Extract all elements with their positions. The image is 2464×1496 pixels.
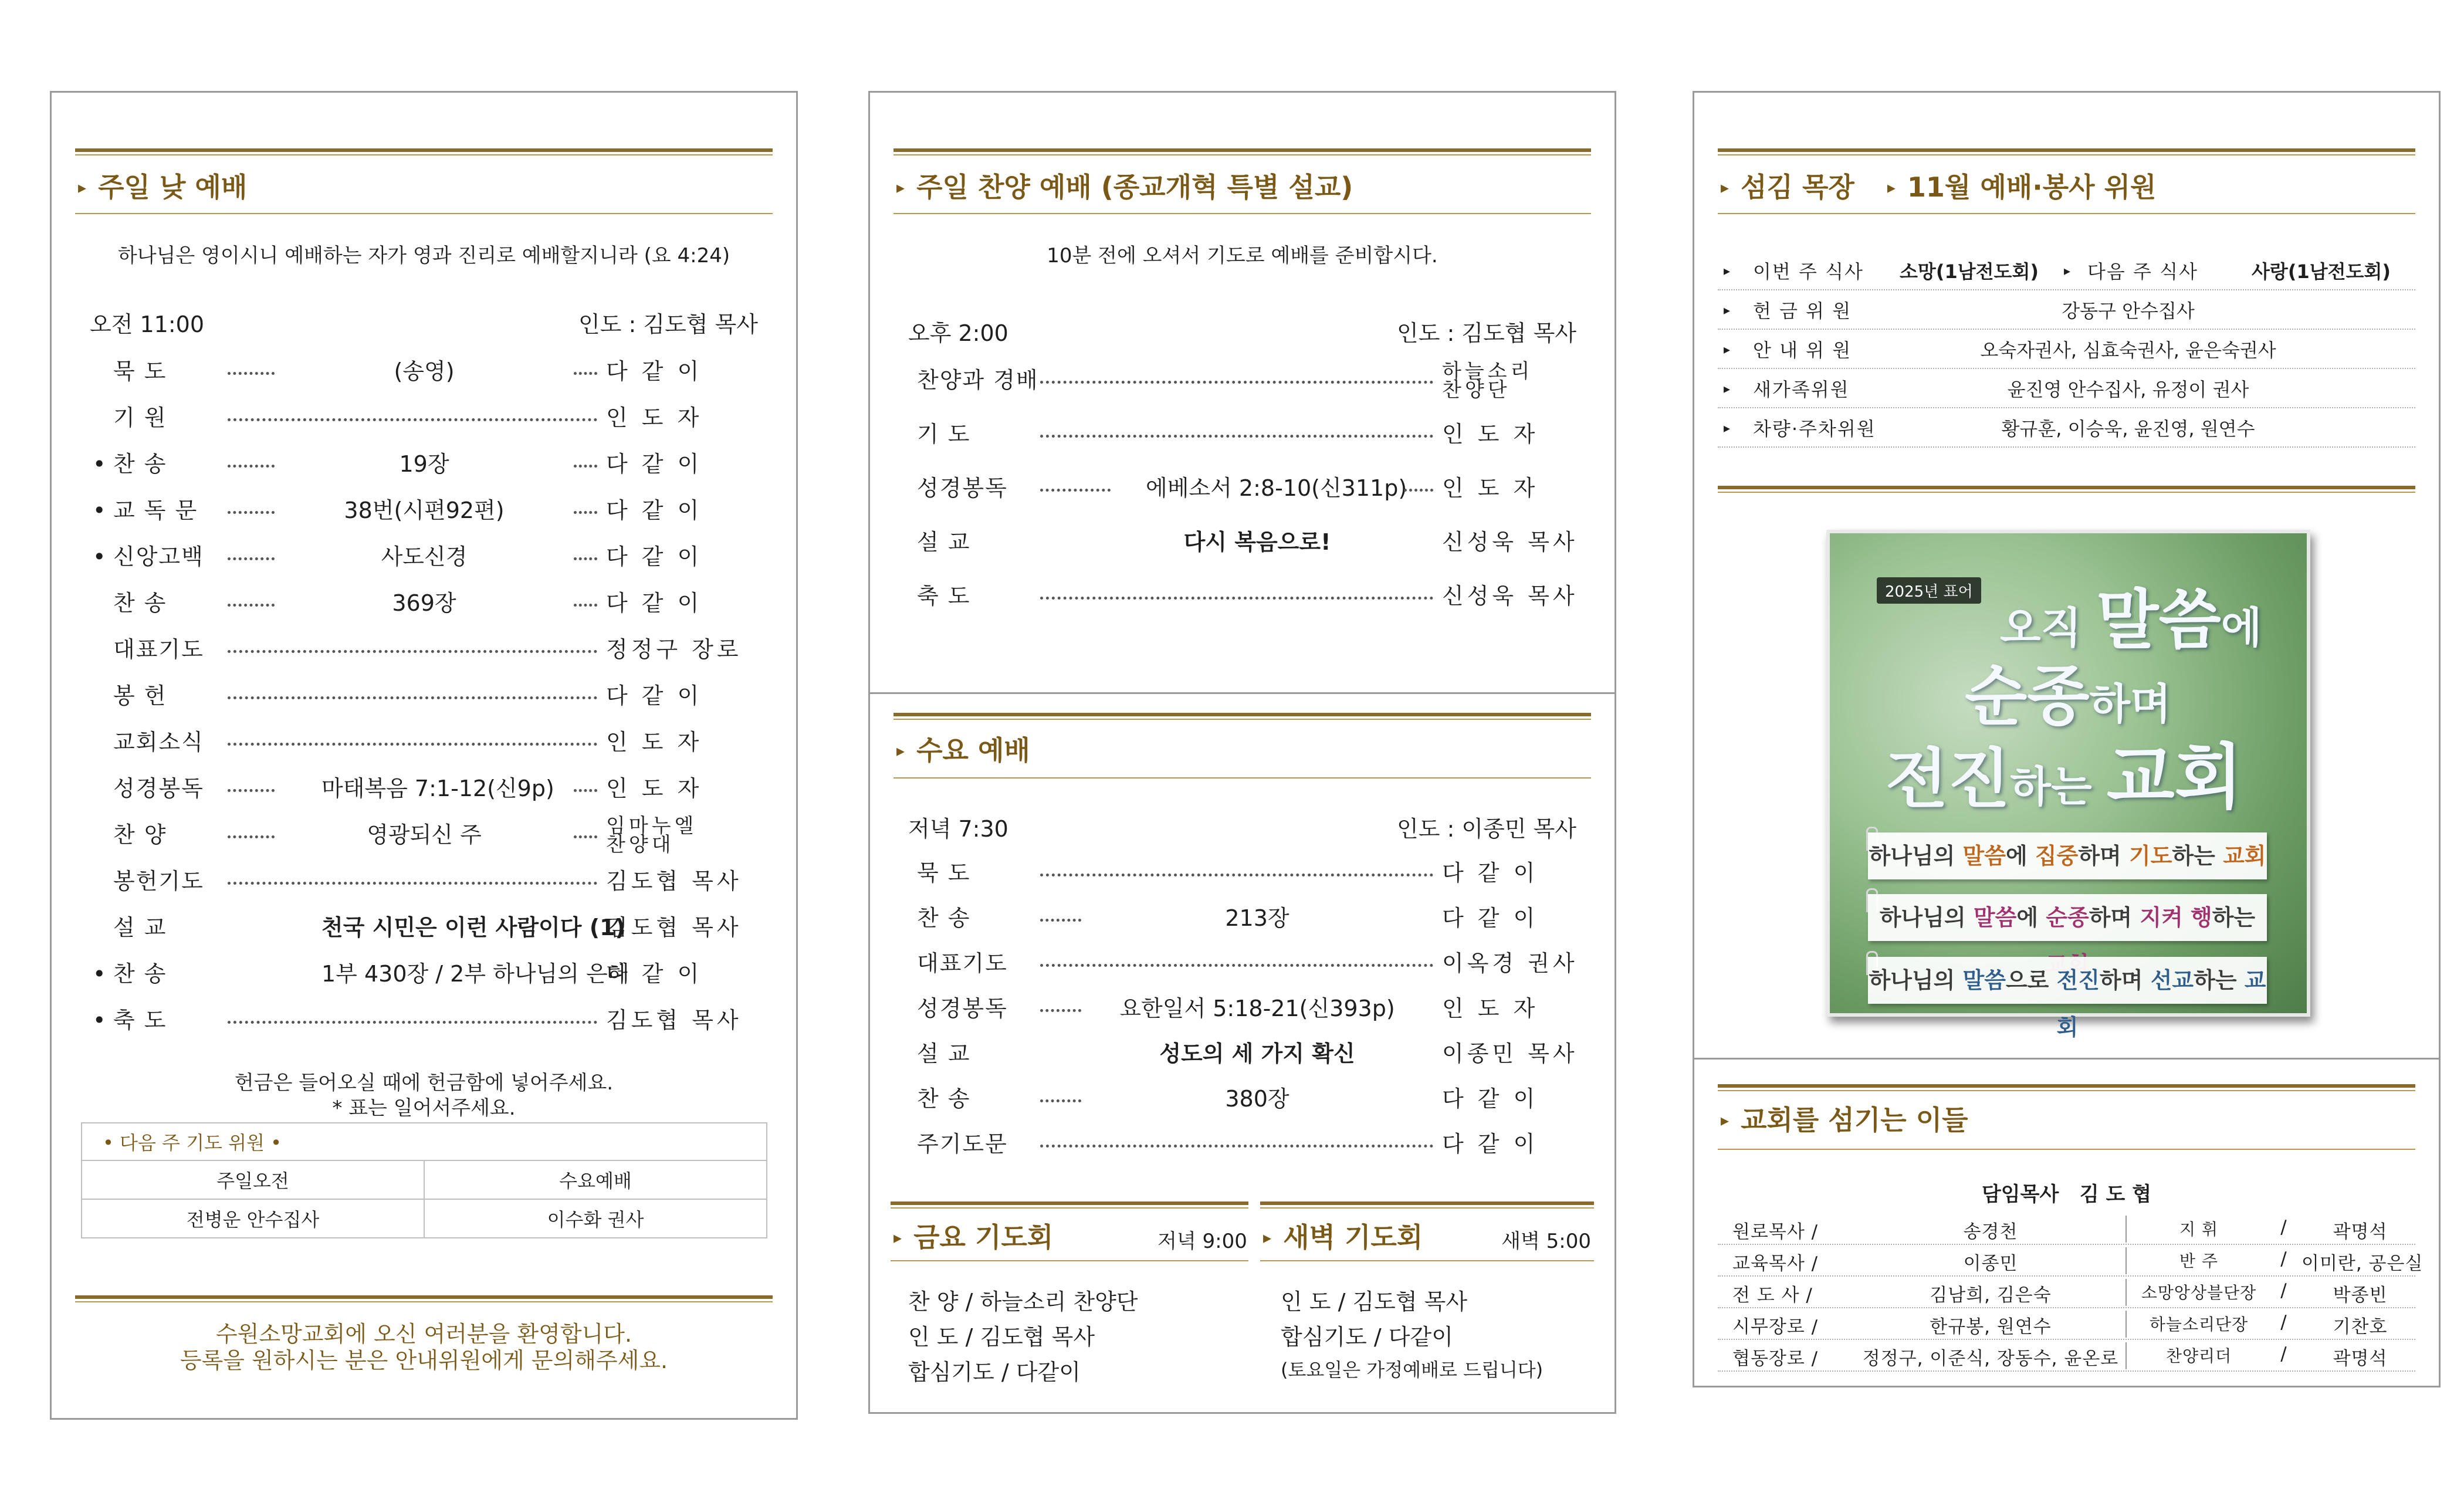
leader-dots [228,418,597,421]
order-label: 찬양과 경배 [917,367,1039,393]
banner-word: 교회 [2223,843,2266,869]
dawn-line-2: 합심기도 / 다같이 [1281,1324,1453,1350]
friday-time: 저녁 9:00 [1157,1230,1247,1253]
banner-word: 기도 [2129,843,2172,869]
order-row [870,414,1615,455]
staff-cell: 정정구, 이준식, 장동수, 윤온로 [1862,1348,2119,1369]
leader-dots [228,743,597,746]
duty-label: 헌 금 위 원 [1753,300,1852,322]
order-who: 인 도 자 [1442,996,1539,1021]
order-detail: 영광되신 주 [367,822,482,848]
staff-cell: 원로목사 / [1732,1221,1819,1243]
stand-marker: • [93,497,106,523]
duty-row [1718,333,2415,369]
welcome-rule [75,1295,773,1302]
duty-label: 새가족위원 [1753,378,1850,401]
duty-label: 안 내 위 원 [1753,339,1852,361]
order-row [870,1123,1615,1165]
order-row [52,629,796,670]
leader-dots [228,372,275,375]
time-row [870,313,1615,354]
section-rule [891,1201,1248,1209]
service-time: 오전 11:00 [90,312,205,337]
leader-dots [228,1021,597,1024]
order-row [870,468,1615,509]
order-who: 다 같 이 [1442,1131,1539,1157]
senior-pastor: 담임목사 김 도 협 [1981,1183,2152,1206]
order-row [870,522,1615,563]
section-underline [1718,213,2415,214]
staff-cell: 곽명석 [2333,1221,2388,1243]
order-who: 정정구 장로 [606,637,742,662]
order-detail: 성도의 세 가지 확신 [1159,1041,1355,1067]
order-label: 찬 송 [917,1086,971,1112]
banner-word: 하며 [2089,905,2140,930]
duty-value: 소망(1남전도회) [1900,260,2039,283]
order-row [870,898,1615,939]
staff-cell: / [2280,1280,2287,1301]
order-label: 묵 도 [113,358,167,384]
order-who: 다 같 이 [1442,905,1539,931]
order-who: 신성욱 목사 [1442,529,1578,555]
prayer-committee-table [81,1122,767,1238]
leader-dots [228,696,597,699]
duty-label-next: 다음 주 식사 [2087,260,2198,283]
banner-word: 교회 [2056,967,2266,1040]
leader-dots [228,557,275,560]
banner-word: 에 [2005,843,2035,869]
poster-line-1: 오직 말씀에 [2000,583,2262,658]
order-row [52,397,796,438]
order-who: 김도협 목사 [606,868,742,894]
order-who: 임마누엘 찬양대 [606,814,698,857]
arrow-icon: ▸ [1721,1111,1729,1130]
section-underline [893,213,1591,214]
order-who: 이종민 목사 [1442,1041,1578,1067]
banner-word: 에 [2016,905,2046,930]
prayer-val-sunday: 전병운 안수집사 [82,1199,424,1238]
duty-row [1718,293,2415,330]
staff-cell: 김남희, 김은숙 [1930,1285,2052,1306]
leader-dots [1040,381,1433,384]
order-who: 다 같 이 [606,358,703,384]
order-label: 찬 송 [113,590,167,616]
banner-word: 하나님의 [1869,843,1963,869]
order-label: 봉헌기도 [113,868,204,894]
order-detail: (송영) [394,358,455,384]
staff-cell: 협동장로 / [1732,1348,1819,1369]
arrow-icon: ▸ [78,178,87,197]
duty-value: 강동구 안수집사 [2062,300,2195,322]
staff-cell: 기찬호 [2333,1316,2388,1338]
poster-banner-1 [1868,832,2267,879]
arrow-icon: ▸ [1724,421,1731,436]
prep-note: 10분 전에 오셔서 기도로 예배를 준비합시다. [1047,244,1438,268]
section-underline [893,777,1591,779]
arrow-icon: ▸ [1724,264,1731,279]
order-label: 축 도 [917,583,971,609]
leader-dots [1404,489,1433,492]
duty-label: 이번 주 식사 [1753,260,1864,283]
arrow-icon: ▸ [1887,178,1896,197]
order-detail: 213장 [1225,905,1289,931]
section-title: ▸ 교회를 섬기는 이들 [1721,1104,1968,1136]
order-row [870,576,1615,617]
order-row [870,988,1615,1029]
poster-banner-2 [1868,894,2267,941]
order-row [870,943,1615,984]
order-who: 다 같 이 [606,451,703,477]
order-label: 성경봉독 [917,475,1008,501]
order-label: 기 도 [917,421,971,447]
order-label: 교 독 문 [113,497,198,523]
duty-row [1718,411,2415,448]
order-who: 인 도 자 [1442,475,1539,501]
banner-word: 선교 [2150,967,2194,993]
order-detail: 에베소서 2:8-10(신311p) [1146,475,1407,501]
order-label: 성경봉독 [113,776,204,801]
order-who: 다 같 이 [1442,1086,1539,1112]
service-leader: 인도 : 김도협 목사 [578,312,758,337]
order-who: 다 같 이 [1442,860,1539,886]
service-leader: 인도 : 이종민 목사 [1397,816,1576,842]
leader-dots [574,604,597,607]
order-who: 이옥경 권사 [1442,950,1578,976]
order-row [52,583,796,624]
leader-dots [1040,597,1433,600]
leader-dots [228,650,597,653]
order-label: 주기도문 [917,1131,1008,1157]
welcome-line-2: 등록을 원하시는 분은 안내위원에게 문의해주세요. [180,1348,668,1373]
prayer-committee-title: • 다음 주 기도 위원 • [82,1123,767,1160]
order-who: 인 도 자 [606,776,703,801]
section-title: ▸ 수요 예배 [896,735,1030,766]
staff-cell: / [2280,1248,2287,1270]
order-label: 설 교 [917,529,971,555]
friday-line-3: 합심기도 / 다같이 [908,1359,1081,1385]
arrow-icon: ▸ [1263,1228,1272,1247]
banner-word: 으로 [2005,967,2057,993]
service-leader: 인도 : 김도협 목사 [1397,320,1576,346]
leader-dots [1040,1099,1081,1102]
staff-cell: / [2280,1217,2287,1238]
order-row [52,861,796,902]
poster-banner-3 [1868,957,2267,1040]
section-title: ▸ 섬김 목장 ▸ 11월 예배·봉사 위원 [1721,171,2157,203]
order-row [870,360,1615,401]
order-row [870,852,1615,893]
friday-line-2: 인 도 / 김도협 목사 [908,1324,1095,1350]
service-time: 저녁 7:30 [908,816,1008,842]
order-label: 설 교 [917,1041,971,1067]
panel-sunday-service [50,91,798,1420]
arrow-icon: ▸ [2064,264,2071,279]
leader-dots [574,372,597,375]
banner-word: 순종 [2046,905,2089,930]
staff-cell: 이미란, 공은실 [2301,1253,2424,1274]
leader-dots [1040,919,1081,922]
order-label: 성경봉독 [917,996,1008,1021]
duty-value-next: 사랑(1남전도회) [2252,260,2391,283]
banner-word: 집중 [2035,843,2079,869]
order-label: 축 도 [113,1007,167,1033]
friday-title: ▸ 금요 기도회 [893,1221,1054,1253]
time-row [870,808,1615,849]
banner-word: 말씀 [1973,905,2017,930]
staff-cell: 지 휘 [2179,1220,2218,1239]
time-row [52,304,796,345]
order-detail: 380장 [1225,1086,1289,1112]
leader-dots [228,882,597,885]
leader-dots [574,789,597,792]
section-rule [893,148,1591,155]
order-detail: 사도신경 [381,544,468,570]
order-detail: 369장 [392,590,456,616]
order-who: 인 도 자 [1442,421,1539,447]
staff-cell: 이종민 [1963,1253,2018,1274]
leader-dots [1040,435,1433,438]
stand-note: * 표는 일어서주세요. [332,1096,516,1120]
order-who: 다 같 이 [606,497,703,523]
duty-row [1718,254,2415,290]
duty-row [1718,372,2415,408]
order-detail: 38번(시편92편) [344,497,505,523]
staff-cell: 한규봉, 원연수 [1930,1316,2052,1338]
prayer-head-wednesday: 수요예배 [424,1160,767,1199]
dawn-line-3: (토요일은 가정예배로 드립니다) [1281,1359,1544,1381]
order-who: 신성욱 목사 [1442,583,1578,609]
order-label: 설 교 [113,915,167,940]
staff-cell: / [2280,1343,2287,1365]
order-row [52,1000,796,1041]
arrow-icon: ▸ [1724,343,1731,357]
leader-dots [574,835,597,838]
column-separator [2125,1311,2127,1338]
offering-note: 헌금은 들어오실 때에 헌금함에 넣어주세요. [234,1071,614,1095]
poster-line-2: 순종하며 [1965,659,2171,734]
leader-dots [228,835,275,838]
order-detail: 1부 430장 / 2부 하나님의 은혜 [321,961,629,987]
banner-word: 말씀 [1962,843,2006,869]
banner-word: 하는 [2212,905,2256,930]
column-separator [2125,1342,2127,1369]
order-who: 김도협 목사 [606,1007,742,1033]
staff-cell: 교육목사 / [1732,1253,1819,1274]
section-rule [1718,148,2415,155]
order-detail: 19장 [399,451,449,477]
order-label: 찬 송 [113,961,167,987]
leader-dots [574,511,597,514]
leader-dots [1040,1145,1433,1148]
banner-word: 하는 [2172,843,2223,869]
staff-cell: / [2280,1312,2287,1333]
order-who: 인 도 자 [606,405,703,431]
dawn-line-1: 인 도 / 김도협 목사 [1281,1289,1468,1315]
theme-poster [1826,530,2310,1040]
prayer-head-sunday: 주일오전 [82,1160,424,1199]
order-label: 묵 도 [917,860,971,886]
stand-marker: • [93,961,106,987]
staff-cell: 전 도 사 / [1732,1285,1813,1306]
order-row [870,1033,1615,1074]
duty-label: 차량·주차위원 [1753,418,1876,440]
order-label: 대표기도 [917,950,1008,976]
section-underline [75,213,773,214]
banner-word: 전진 [2056,967,2100,993]
order-row [52,722,796,763]
section-rule [1718,1084,2415,1091]
banner-word: 하며 [2078,843,2129,869]
order-label: 찬 송 [917,905,971,931]
order-row [52,490,796,531]
arrow-icon: ▸ [893,1228,902,1247]
duty-value: 윤진영 안수집사, 유정이 권사 [2007,378,2249,401]
banner-word: 하나님의 [1879,905,1974,930]
section-underline [1718,1149,2415,1150]
section-title: ▸ 주일 낮 예배 [78,171,248,203]
service-time: 오후 2:00 [908,320,1008,346]
stand-marker: • [93,451,106,477]
order-label: 찬 송 [113,451,167,477]
duty-value: 오숙자권사, 심효숙권사, 윤은숙권사 [1980,339,2276,361]
staff-cell: 하늘소리단장 [2149,1315,2249,1334]
banner-word: 하는 [2194,967,2245,993]
leader-dots [1040,874,1433,876]
section-underline [1260,1260,1594,1261]
leader-dots [228,789,275,792]
stand-marker: • [93,544,106,570]
arrow-icon: ▸ [1721,178,1729,197]
order-row [52,814,796,855]
poster-chip: 2025년 표어 [1877,577,1981,604]
order-who: 다 같 이 [606,590,703,616]
panel-afternoon-service [868,91,1616,1414]
order-detail: 마태복음 7:1-12(신9p) [321,776,554,801]
staff-cell: 시무장로 / [1732,1316,1819,1338]
section-underline [891,1260,1248,1261]
section-rule [1260,1201,1594,1209]
column-separator [2125,1247,2127,1274]
staff-cell: 소망앙상블단장 [2141,1283,2257,1302]
order-detail: 다시 복음으로! [1183,529,1331,555]
order-label: 교회소식 [113,729,204,755]
dawn-title: ▸ 새벽 기도회 [1263,1221,1423,1253]
staff-cell: 박종빈 [2333,1285,2388,1306]
order-row [52,536,796,577]
stand-marker: • [93,1007,106,1033]
order-row [52,351,796,392]
order-who: 하늘소리 찬양단 [1442,360,1534,402]
order-detail: 천국 시민은 이런 사람이다 (1) [321,915,625,940]
order-row [52,953,796,994]
friday-line-1: 찬 양 / 하늘소리 찬양단 [908,1289,1138,1315]
leader-dots [228,465,275,468]
prayer-val-wednesday: 이수화 권사 [424,1199,767,1238]
order-label: 찬 양 [113,822,167,848]
leader-dots [228,604,275,607]
section-rule [893,713,1591,720]
banner-word: 하며 [2100,967,2151,993]
bible-verse: 하나님은 영이시니 예배하는 자가 영과 진리로 예배할지니라 (요 4:24) [117,244,730,268]
order-detail: 요한일서 5:18-21(신393p) [1119,996,1395,1021]
banner-word: 하나님의 [1869,967,1963,993]
duty-value: 황규훈, 이승욱, 윤진영, 원연수 [2001,418,2255,440]
order-who: 다 같 이 [606,544,703,570]
staff-cell: 곽명석 [2333,1348,2388,1369]
section-divider [1694,1058,2439,1060]
column-separator [2125,1216,2127,1243]
leader-dots [1040,1009,1081,1012]
leader-dots [1040,964,1433,967]
leader-dots [574,557,597,560]
order-row [52,768,796,809]
section-rule [75,148,773,155]
arrow-icon: ▸ [896,178,905,197]
welcome-line-1: 수원소망교회에 오신 여러분을 환영합니다. [215,1321,632,1347]
order-row [52,907,796,948]
order-who: 인 도 자 [606,729,703,755]
leader-dots [228,511,275,514]
poster-line-3: 전진하는 교회 [1886,737,2243,818]
staff-cell: 송경천 [1963,1221,2018,1243]
leader-dots [1040,489,1111,492]
order-who: 김도협 목사 [606,915,742,940]
order-label: 대표기도 [113,637,204,662]
dawn-time: 새벽 5:00 [1501,1230,1591,1253]
section-divider [870,692,1615,694]
panel-ministry [1693,91,2441,1387]
order-row [870,1078,1615,1119]
order-who: 다 같 이 [606,961,703,987]
order-label: 기 원 [113,405,167,431]
arrow-icon: ▸ [1724,303,1731,318]
section-rule [1718,486,2415,493]
arrow-icon: ▸ [1724,382,1731,397]
column-separator [2125,1279,2127,1306]
staff-cell: 찬양리더 [2165,1346,2232,1366]
order-label: 신앙고백 [113,544,204,570]
leader-dots [574,465,597,468]
order-row [52,675,796,716]
order-label: 봉 헌 [113,683,167,709]
staff-cell: 반 주 [2179,1251,2218,1271]
section-title: ▸ 주일 찬양 예배 (종교개혁 특별 설교) [896,171,1353,203]
order-who: 다 같 이 [606,683,703,709]
order-row [52,444,796,485]
arrow-icon: ▸ [896,741,905,760]
banner-word: 말씀 [1962,967,2006,993]
banner-word: 지켜 행 [2140,905,2212,930]
